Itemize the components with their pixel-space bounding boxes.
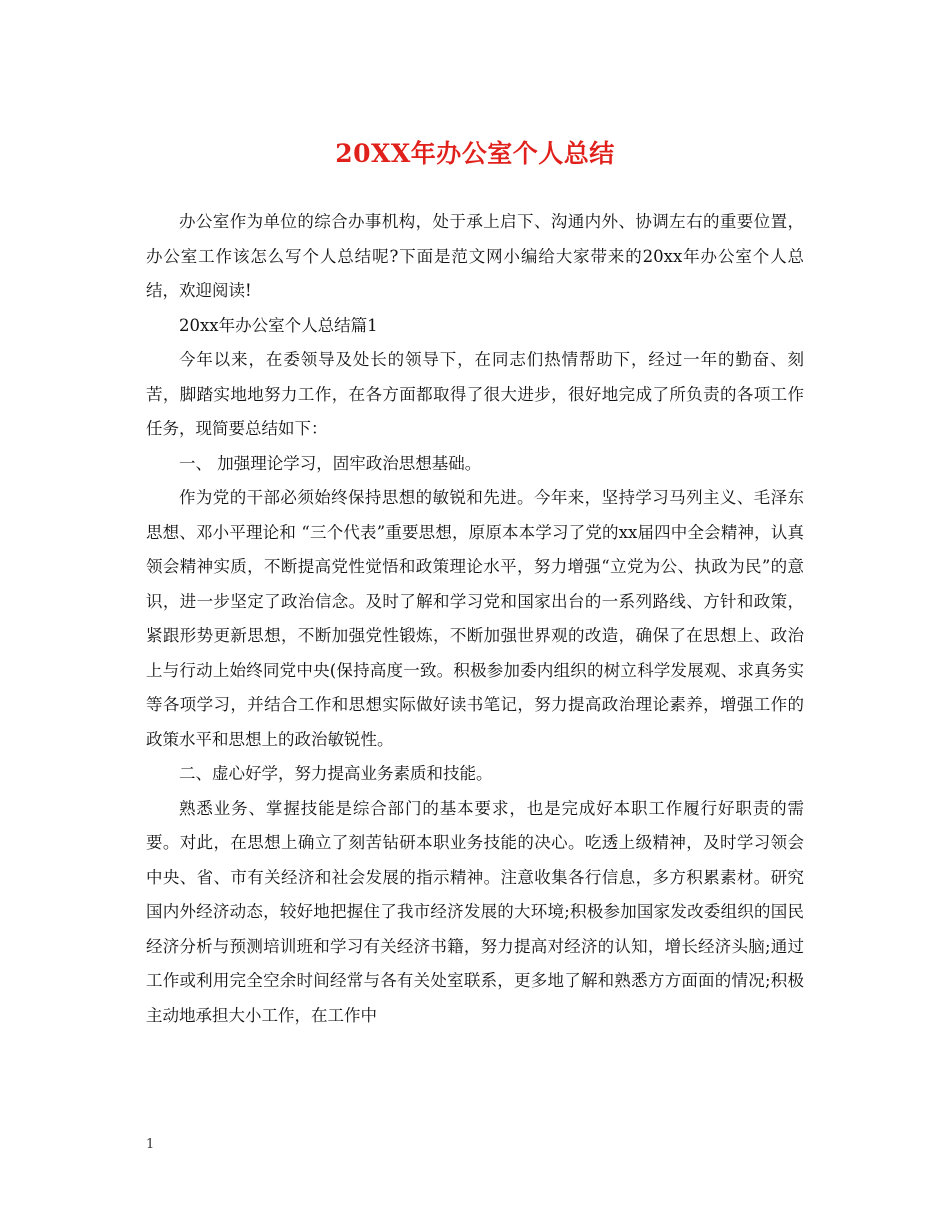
paragraph-intro: 办公室作为单位的综合办事机构，处于承上启下、沟通内外、协调左右的重要位置，办公室工作该怎么写个人总结呢?下面是范文网小编给大家带来的20xx年办公室个人总结，欢迎阅读! bbox=[146, 212, 804, 300]
paragraph-section-heading: 20xx年办公室个人总结篇1 bbox=[179, 315, 378, 335]
paragraph-theory-study: 作为党的干部必须始终保持思想的敏锐和先进。今年来，坚持学习马列主义、毛泽东思想、邓小平理论和 “三个代表”重要思想，原原本本学习了党的xx届四中全会精神，认真领会精神实质，不断提高党性觉悟和政策理论水平，努力增强“立党为公、执政为民”的意识，进一步坚定了政治信念。及时了解和学习党和国家出台的一系列路线、方针和政策，紧跟形势更新思想，不断加强党性锻炼，不断加强世界观的改造，确保了在思想上、政治上与行动上始终同党中央(保持高度一致。积极参加委内组织的树立科学发展观、求真务实等各项学习，并结合工作和思想实际做好读书笔记，努力提高政治理论素养，增强工作的政策水平和思想上的政治敏锐性。 bbox=[146, 488, 804, 749]
paragraph-heading-one: 一、 加强理论学习，固牢政治思想基础。 bbox=[179, 453, 482, 473]
paragraph-business-skills: 熟悉业务、掌握技能是综合部门的基本要求，也是完成好本职工作履行好职责的需要。对此，在思想上确立了刻苦钻研本职业务技能的决心。吃透上级精神，及时学习领会中央、省、市有关经济和社会发展的指示精神。注意收集各行信息，多方积累素材。研究国内外经济动态，较好地把握住了我市经济发展的大环境;积极参加国家发改委组织的国民经济分析与预测培训班和学习有关经济书籍，努力提高对经济的认知，增长经济头脑;通过工作或利用完全空余时间经常与各有关处室联系，更多地了解和熟悉方方面面的情况;积极主动地承担大小工作，在工作中 bbox=[146, 798, 804, 1025]
document-body bbox=[146, 205, 804, 1033]
document-title: 20XX年办公室个人总结 bbox=[335, 139, 615, 168]
paragraph-opening: 今年以来，在委领导及处长的领导下，在同志们热情帮助下，经过一年的勤奋、刻苦，脚踏实地地努力工作，在各方面都取得了很大进步，很好地完成了所负责的各项工作任务，现简要总结如下： bbox=[146, 350, 804, 438]
paragraph-heading-two: 二、虚心好学，努力提高业务素质和技能。 bbox=[179, 764, 493, 783]
page-number: 1 bbox=[146, 1137, 155, 1152]
